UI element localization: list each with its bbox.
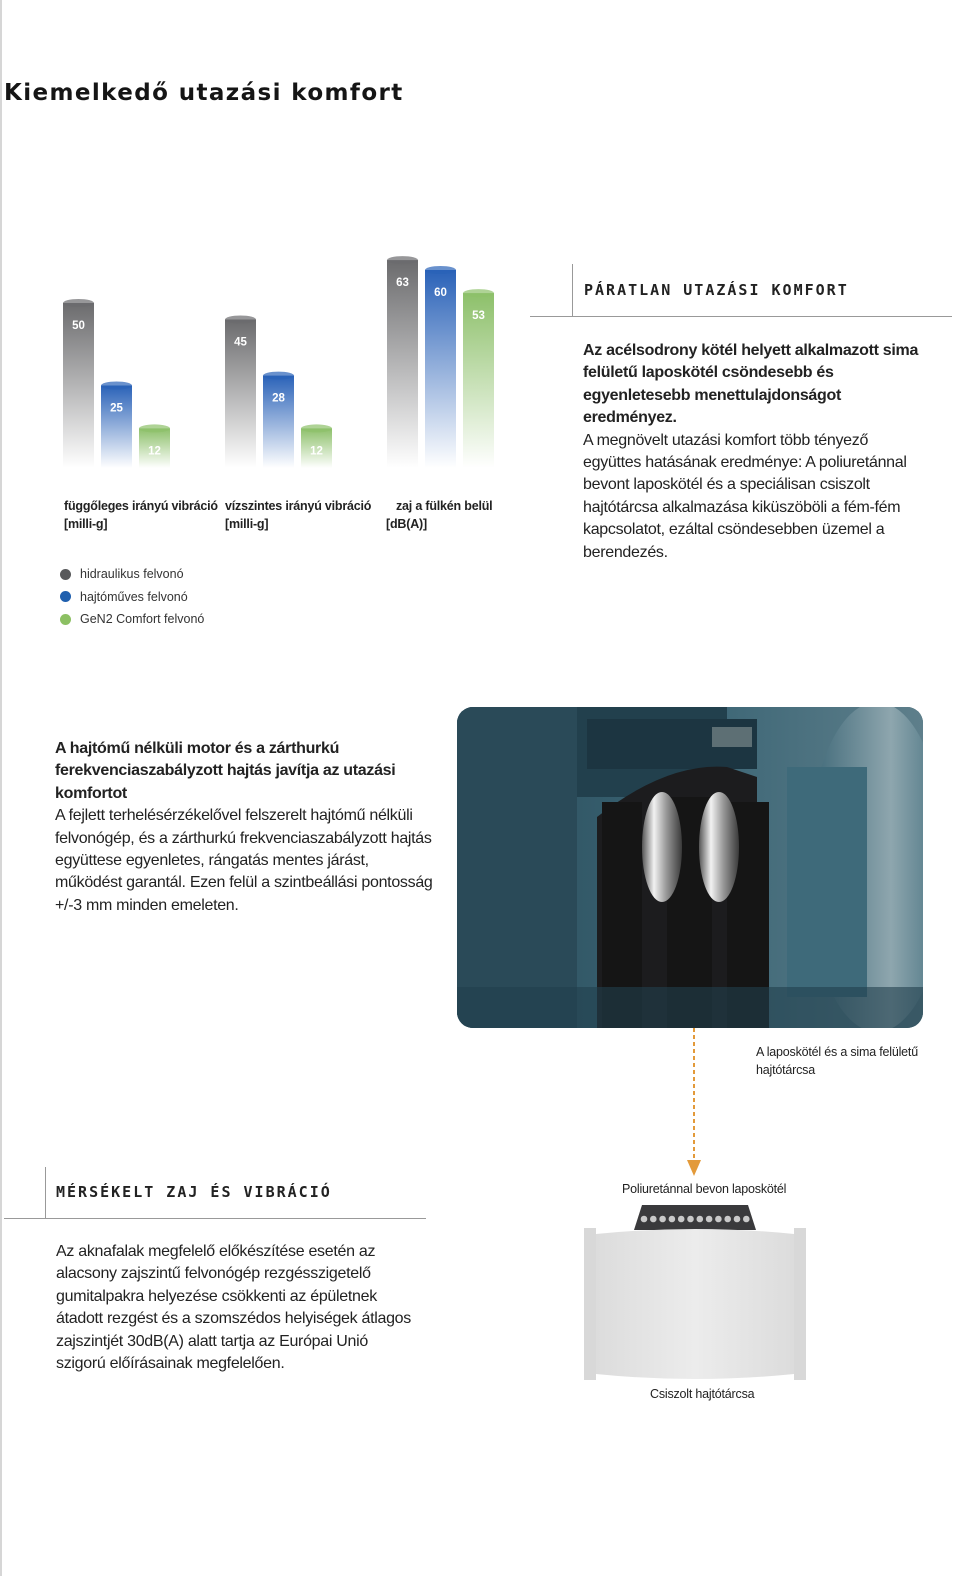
pointer-arrow-icon xyxy=(684,1028,704,1178)
category-label-line2: [milli-g] xyxy=(64,517,108,531)
belt-cord-3 xyxy=(669,1216,676,1223)
bar-cap-1-0 xyxy=(101,382,132,390)
section3-divider-vertical xyxy=(45,1167,46,1219)
belt-cord-4 xyxy=(678,1216,685,1223)
belt-caption: Poliuretánnal bevon laposkötél xyxy=(622,1182,787,1196)
section2-lead: A hajtómű nélküli motor és a zárthurkú ferekvenciaszabályzott hajtás javítja az utazási komfortot xyxy=(55,740,396,802)
sheave-icon xyxy=(584,1228,806,1380)
category-label-line1: függőleges irányú vibráció xyxy=(64,499,218,513)
category-label-cabin-noise xyxy=(386,497,492,533)
section3-divider-horizontal xyxy=(4,1218,426,1219)
section2-text xyxy=(55,738,435,917)
belt-cord-5 xyxy=(687,1216,694,1223)
bar-cap-0-2 xyxy=(387,256,418,264)
section1-text xyxy=(583,340,928,564)
bar-1-2 xyxy=(425,270,456,468)
category-label-line1: zaj a fülkén belül xyxy=(396,499,493,513)
bar-value-label-1-2: 60 xyxy=(434,287,447,299)
belt-cord-6 xyxy=(697,1216,704,1223)
belt-cord-7 xyxy=(706,1216,713,1223)
section1-divider-horizontal xyxy=(530,316,952,317)
legend-item-gen2 xyxy=(60,608,204,631)
bar-cap-0-0 xyxy=(63,299,94,307)
section1-lead: Az acélsodrony kötél helyett alkalmazott sima felületű laposkötél csöndesebb és egyenletesebb menettulajdonságot eredményez. xyxy=(583,342,919,427)
bar-cap-2-0 xyxy=(139,424,170,432)
bar-cap-1-2 xyxy=(425,266,456,274)
category-label-line2: [dB(A)] xyxy=(386,517,427,531)
bar-value-label-1-1: 28 xyxy=(272,392,285,405)
legend-dot-icon xyxy=(60,569,71,580)
legend-label: GeN2 Comfort felvonó xyxy=(80,612,205,627)
section3-heading: MÉRSÉKELT ZAJ ÉS VIBRÁCIÓ xyxy=(56,1183,332,1201)
section1-divider-vertical xyxy=(572,264,573,316)
category-label-line1: vízszintes irányú vibráció xyxy=(225,499,372,513)
bar-value-label-0-1: 45 xyxy=(234,336,247,349)
legend-label: hajtóműves felvonó xyxy=(80,589,188,604)
section2-body: A fejlett terhelésérzékelővel felszerelt hajtómű nélküli felvonógép, és a zárthurkú frekvenciaszabályzott hajtás együttese egyenletes, rángatás mentes járást, működést garantál. Ezen felül a szintbeállási pontosság +/-3 mm minden emeleten. xyxy=(55,807,433,914)
belt-cord-11 xyxy=(743,1216,750,1223)
legend-dot-icon xyxy=(60,614,71,625)
belt-cord-0 xyxy=(641,1216,648,1223)
category-label-line2: [milli-g] xyxy=(225,517,269,531)
belt-sheave-diagram xyxy=(580,1200,810,1385)
belt-cord-9 xyxy=(724,1216,731,1223)
legend-dot-icon xyxy=(60,591,71,602)
flat-belt-icon xyxy=(634,1205,756,1230)
bar-cap-2-2 xyxy=(463,289,494,297)
bar-value-label-2-1: 12 xyxy=(310,445,323,458)
chart-legend xyxy=(60,563,204,631)
belt-cord-10 xyxy=(734,1216,741,1223)
bar-cap-1-1 xyxy=(263,372,294,380)
belt-cord-1 xyxy=(650,1216,657,1223)
legend-item-geared xyxy=(60,586,204,609)
bar-1-1 xyxy=(263,376,294,468)
category-label-horizontal-vibration xyxy=(225,497,371,533)
machine-illustration xyxy=(457,707,923,1028)
bar-value-label-0-2: 63 xyxy=(396,277,409,290)
bar-cap-2-1 xyxy=(301,424,332,432)
sheave-caption: Csiszolt hajtótárcsa xyxy=(650,1387,755,1401)
section1-body: A megnövelt utazási komfort több tényező együttes hatásának eredménye: A poliuretánnal bevont laposkötél és a speciálisan csiszolt hajtótárcsa alkalmazása kiküszöböli a fém-fém kapcsolatot, ezáltal csöndesebben üzemel a berendezés. xyxy=(583,431,907,561)
section3-body: Az aknafalak megfelelő előkészítése esetén az alacsony zajszintű felvonógép rezgésszigetelő gumitalpakra helyezése csökkenti az épületnek átadott rezgést és a szomszédos helyiségek átlagos zajszintjét 30dB(A) alatt tartja az Európai Unió szigorú előírásainak megfelelően. xyxy=(56,1243,411,1373)
bar-0-2 xyxy=(387,260,418,468)
machine-photo xyxy=(457,707,923,1028)
bar-1-0 xyxy=(101,386,132,469)
legend-item-hydraulic xyxy=(60,563,204,586)
section1-heading: PÁRATLAN UTAZÁSI KOMFORT xyxy=(584,281,849,299)
legend-label: hidraulikus felvonó xyxy=(80,567,184,582)
photo-caption: A laposkötél és a sima felületű hajtótárcsa xyxy=(756,1045,918,1077)
page-left-border xyxy=(0,0,2,1576)
belt-cord-8 xyxy=(715,1216,722,1223)
page-title: Kiemelkedő utazási komfort xyxy=(4,80,404,106)
bar-value-label-2-2: 53 xyxy=(472,310,485,323)
vibration-noise-bar-chart xyxy=(40,200,510,510)
bar-value-label-1-0: 25 xyxy=(110,402,123,415)
category-label-vertical-vibration xyxy=(64,497,218,533)
belt-cord-2 xyxy=(659,1216,666,1223)
bar-value-label-0-0: 50 xyxy=(72,320,85,332)
bar-cap-0-1 xyxy=(225,316,256,324)
bar-value-label-2-0: 12 xyxy=(148,445,161,458)
